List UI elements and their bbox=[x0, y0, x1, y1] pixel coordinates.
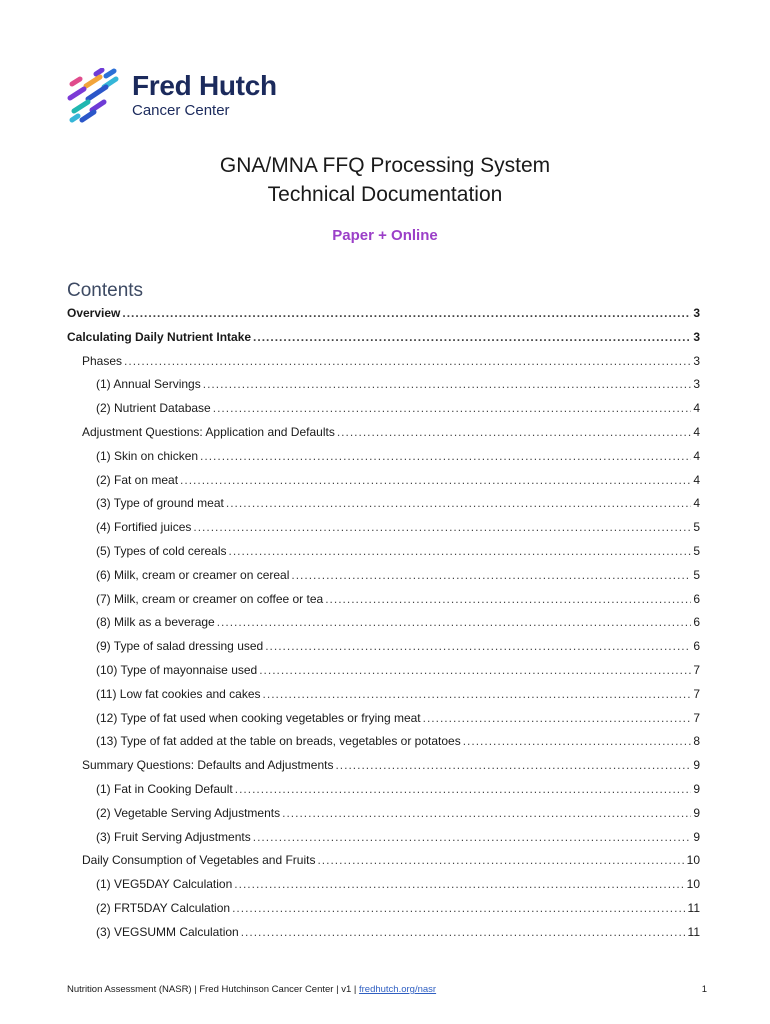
fred-hutch-logo-mark-icon bbox=[66, 68, 122, 124]
toc-entry-label: Adjustment Questions: Application and Defaults bbox=[82, 425, 335, 439]
toc-leader-dots bbox=[235, 781, 692, 797]
toc-leader-dots bbox=[213, 400, 692, 416]
toc-entry-label: (3) VEGSUMM Calculation bbox=[96, 924, 239, 939]
toc-leader-dots bbox=[217, 614, 692, 630]
toc-entry-page: 4 bbox=[693, 425, 700, 439]
toc-leader-dots bbox=[226, 495, 691, 511]
toc-entry-page: 5 bbox=[693, 544, 700, 558]
toc-leader-dots bbox=[241, 924, 686, 940]
toc-entry[interactable] bbox=[96, 614, 700, 630]
toc-entry[interactable] bbox=[96, 781, 700, 797]
toc-entry-page: 6 bbox=[693, 591, 700, 606]
toc-entry-page: 9 bbox=[693, 782, 700, 796]
toc-entry-label: Summary Questions: Defaults and Adjustments bbox=[82, 758, 334, 773]
toc-leader-dots bbox=[229, 543, 692, 559]
toc-entry-label: (6) Milk, cream or creamer on cereal bbox=[96, 567, 290, 582]
toc-entry-label: (3) Type of ground meat bbox=[96, 496, 224, 511]
toc-entry-page: 7 bbox=[693, 663, 700, 677]
toc-entry-label: Daily Consumption of Vegetables and Fruits bbox=[82, 853, 316, 868]
toc-entry[interactable] bbox=[96, 519, 700, 535]
toc-entry-label: (5) Types of cold cereals bbox=[96, 544, 227, 558]
toc-leader-dots bbox=[325, 591, 691, 607]
toc-leader-dots bbox=[282, 805, 691, 821]
toc-entry[interactable] bbox=[96, 400, 700, 416]
toc-leader-dots bbox=[259, 662, 691, 678]
toc-entry-label: Calculating Daily Nutrient Intake bbox=[67, 329, 252, 344]
toc-leader-dots bbox=[253, 829, 692, 845]
toc-entry-label: (1) Skin on chicken bbox=[96, 448, 199, 463]
toc-entry-label: Overview bbox=[67, 306, 121, 320]
document-title-line-2: Technical Documentation bbox=[267, 183, 503, 206]
toc-entry-page: 7 bbox=[693, 710, 700, 725]
toc-entry[interactable] bbox=[82, 757, 700, 773]
toc-entry-page: 3 bbox=[693, 329, 700, 344]
toc-entry-label: (10) Type of mayonnaise used bbox=[96, 663, 258, 677]
page-footer bbox=[67, 984, 707, 995]
toc-entry[interactable] bbox=[96, 710, 700, 726]
toc-entry-page: 4 bbox=[693, 496, 700, 511]
toc-entry-page: 11 bbox=[687, 901, 700, 915]
document-title bbox=[0, 151, 770, 209]
toc-entry[interactable] bbox=[96, 924, 700, 940]
toc-entry-label: (2) Fat on meat bbox=[96, 472, 179, 487]
toc-entry-page: 3 bbox=[693, 377, 700, 392]
contents-heading: Contents bbox=[67, 280, 144, 301]
fred-hutch-logo bbox=[66, 68, 277, 124]
toc-entry-page: 5 bbox=[693, 567, 700, 582]
toc-entry[interactable] bbox=[67, 329, 700, 345]
toc-entry-label: Phases bbox=[82, 353, 123, 368]
toc-leader-dots bbox=[193, 519, 691, 535]
toc-entry-label: (8) Milk as a beverage bbox=[96, 615, 215, 630]
toc-entry-page: 11 bbox=[687, 924, 700, 939]
toc-entry-label: (2) FRT5DAY Calculation bbox=[96, 901, 231, 915]
toc-entry[interactable] bbox=[96, 733, 700, 749]
toc-entry-label: (7) Milk, cream or creamer on coffee or tea bbox=[96, 591, 324, 606]
toc-leader-dots bbox=[234, 876, 684, 892]
logo-title: Fred Hutch bbox=[132, 70, 277, 101]
toc-entry-page: 6 bbox=[693, 615, 700, 630]
toc-entry-page: 6 bbox=[693, 639, 700, 654]
logo-subtitle: Cancer Center bbox=[132, 102, 230, 119]
edition-label: Paper + Online bbox=[332, 227, 438, 244]
toc-leader-dots bbox=[265, 638, 691, 654]
toc-entry-label: (13) Type of fat added at the table on breads, vegetables or potatoes bbox=[96, 734, 461, 749]
page-number: 1 bbox=[701, 984, 707, 995]
toc-entry-page: 3 bbox=[693, 306, 700, 320]
toc-entry[interactable] bbox=[96, 495, 700, 511]
footer-link[interactable]: fredhutch.org/nasr bbox=[358, 984, 437, 995]
toc-entry[interactable] bbox=[96, 876, 700, 892]
toc-entry-page: 8 bbox=[693, 734, 700, 749]
toc-entry[interactable] bbox=[96, 591, 700, 607]
toc-entry[interactable] bbox=[82, 424, 700, 440]
toc-entry[interactable] bbox=[96, 900, 700, 916]
toc-entry-page: 4 bbox=[693, 448, 700, 463]
toc-entry-page: 7 bbox=[693, 686, 700, 701]
toc-entry[interactable] bbox=[96, 638, 700, 654]
toc-leader-dots bbox=[317, 852, 684, 868]
toc-entry-page: 9 bbox=[693, 805, 700, 820]
toc-leader-dots bbox=[180, 472, 691, 488]
toc-entry-page: 5 bbox=[693, 520, 700, 535]
toc-entry-label: (3) Fruit Serving Adjustments bbox=[96, 829, 251, 844]
toc-leader-dots bbox=[291, 567, 691, 583]
toc-leader-dots bbox=[423, 710, 692, 726]
toc-entry-label: (1) Annual Servings bbox=[96, 377, 201, 392]
toc-entry-page: 3 bbox=[693, 353, 700, 368]
toc-entry[interactable] bbox=[82, 852, 700, 868]
toc-entry-page: 9 bbox=[693, 829, 700, 844]
toc-entry-label: (11) Low fat cookies and cakes bbox=[96, 686, 261, 701]
toc-entry-label: (4) Fortified juices bbox=[96, 520, 192, 535]
footer-text: Nutrition Assessment (NASR) | Fred Hutchinson Cancer Center | v1 | bbox=[67, 984, 359, 995]
toc-entry[interactable] bbox=[96, 472, 700, 488]
toc-leader-dots bbox=[463, 733, 692, 749]
toc-entry-label: (2) Nutrient Database bbox=[96, 401, 211, 416]
toc-entry[interactable] bbox=[96, 543, 700, 559]
toc-leader-dots bbox=[203, 376, 692, 392]
toc-entry-page: 4 bbox=[693, 472, 700, 487]
toc-leader-dots bbox=[124, 353, 691, 369]
toc-entry[interactable] bbox=[96, 662, 700, 678]
document-title-line-1: GNA/MNA FFQ Processing System bbox=[219, 154, 551, 177]
toc-entry-label: (12) Type of fat used when cooking vegetables or frying meat bbox=[96, 710, 421, 725]
toc-entry[interactable] bbox=[96, 829, 700, 845]
toc-entry[interactable] bbox=[96, 448, 700, 464]
toc-entry-label: (2) Vegetable Serving Adjustments bbox=[96, 805, 281, 820]
toc-entry[interactable] bbox=[82, 353, 700, 369]
toc-entry-label: (9) Type of salad dressing used bbox=[96, 639, 264, 654]
toc-entry-label: (1) Fat in Cooking Default bbox=[96, 782, 233, 796]
toc-leader-dots bbox=[232, 900, 685, 916]
toc-entry-label: (1) VEG5DAY Calculation bbox=[96, 877, 233, 892]
toc-leader-dots bbox=[200, 448, 691, 464]
toc-entry-page: 9 bbox=[693, 758, 700, 773]
toc-entry-page: 10 bbox=[686, 877, 700, 892]
toc-entry-page: 10 bbox=[686, 853, 700, 868]
toc-entry[interactable] bbox=[67, 305, 700, 321]
toc-leader-dots bbox=[263, 686, 692, 702]
toc-leader-dots bbox=[253, 329, 691, 345]
toc-leader-dots bbox=[337, 424, 691, 440]
toc-leader-dots bbox=[122, 305, 691, 321]
toc-entry[interactable] bbox=[96, 805, 700, 821]
toc-leader-dots bbox=[335, 757, 691, 773]
toc-entry[interactable] bbox=[96, 376, 700, 392]
toc-entry[interactable] bbox=[96, 567, 700, 583]
toc-entry-page: 4 bbox=[693, 401, 700, 416]
toc-entry[interactable] bbox=[96, 686, 700, 702]
